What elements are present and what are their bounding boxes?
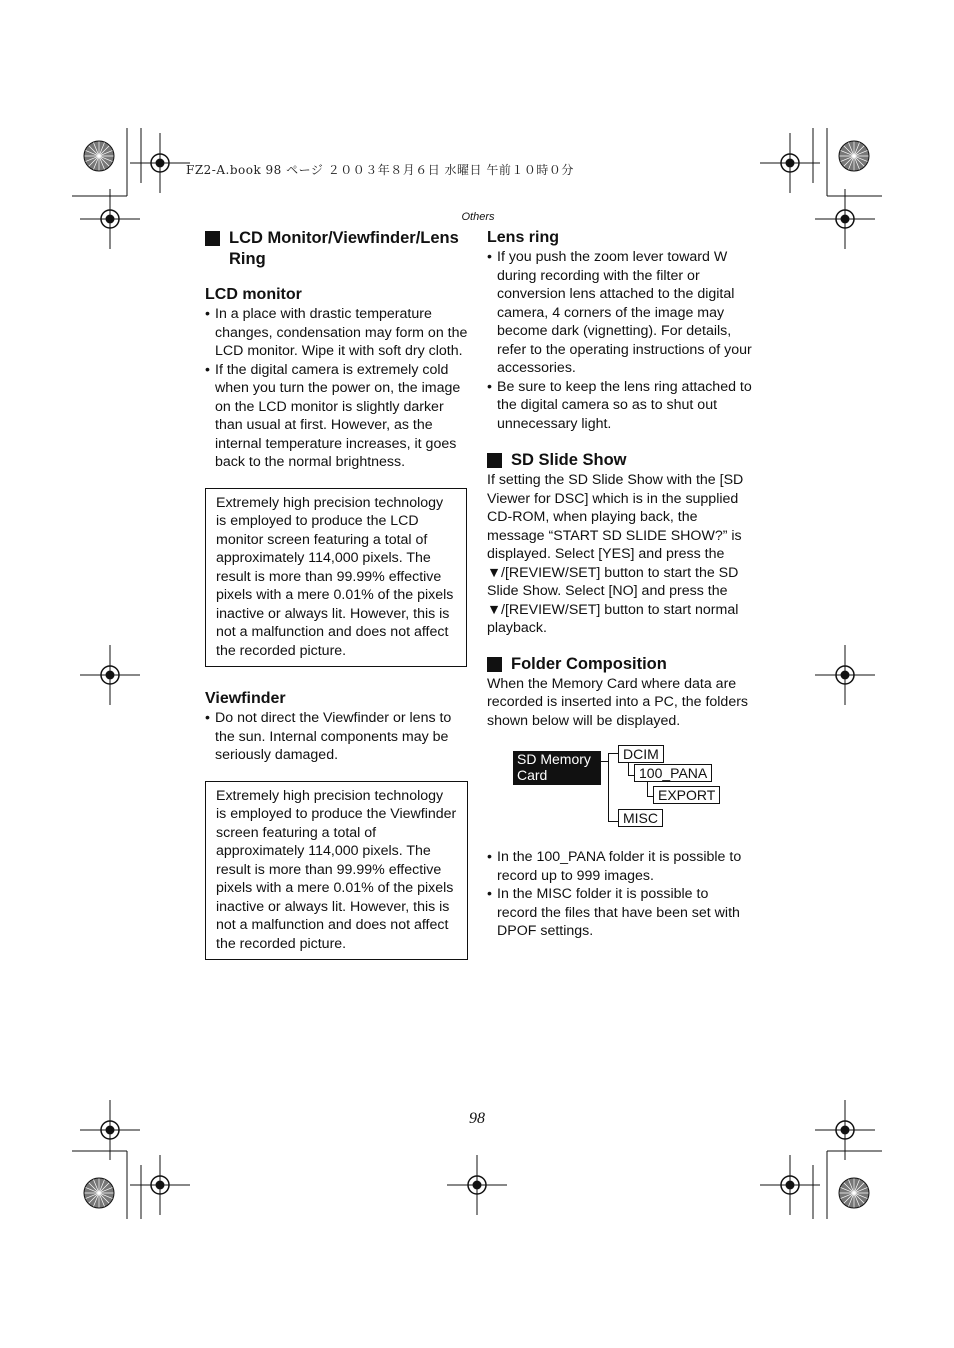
folder-composition-body: When the Memory Card where data are recorded is inserted into a PC, the folders shown below will be displayed. <box>487 675 749 729</box>
list-item: • If you push the zoom lever toward W during recording with the filter or conversion lens attached to the digital camera, 4 corners of the image may become dark (vignetting). For details, refer to the operating instructions of your accessories. <box>487 248 752 378</box>
viewfinder-pixel-note: Extremely high precision technology is employed to produce the Viewfinder screen featuring a total of approximately 114,000 pixels. The result is more than 99.99% effective pixels with a mere 0.01% of the pixels inactive or always lit. However, this is not a malfunction and does not affect the recorded picture. <box>205 781 468 961</box>
lens-ring-bullets <box>487 248 752 433</box>
sd-card-label-line1: SD Memory <box>517 751 591 767</box>
folder-misc: MISC <box>618 809 663 827</box>
tree-connector <box>608 753 618 754</box>
left-column <box>205 228 471 960</box>
section-title-lcd-viewfinder-lens <box>205 228 471 270</box>
page-number: 98 <box>469 1110 485 1127</box>
list-item: • In the MISC folder it is possible to record the files that have been set with DPOF settings. <box>487 885 752 941</box>
folder-export: EXPORT <box>653 786 720 804</box>
viewfinder-heading: Viewfinder <box>205 690 286 707</box>
section-title-text: Folder Composition <box>511 654 667 673</box>
section-square-icon <box>487 453 502 468</box>
list-item: • Be sure to keep the lens ring attached to the digital camera so as to shut out unnecessary light. <box>487 378 752 434</box>
list-item: • In the 100_PANA folder it is possible to record up to 999 images. <box>487 848 752 885</box>
sd-slide-show-title <box>487 450 752 471</box>
folder-tree-diagram <box>487 744 752 842</box>
lens-ring-heading: Lens ring <box>487 229 560 246</box>
list-item: • In a place with drastic temperature changes, condensation may form on the LCD monitor. Wipe it with soft dry cloth. <box>205 305 471 361</box>
tree-connector <box>608 753 609 822</box>
sd-card-label-line2: Card <box>517 767 548 783</box>
tree-connector <box>608 821 618 822</box>
tree-connector <box>647 782 648 797</box>
list-item: • If the digital camera is extremely cold when you turn the power on, the image on the LCD monitor is slightly darker than usual at first. However, as the internal temperature increases, it goes back to the normal brightness. <box>205 361 471 472</box>
sd-card-node <box>513 751 601 785</box>
section-square-icon <box>205 231 220 246</box>
right-column <box>487 228 752 941</box>
section-square-icon <box>487 657 502 672</box>
folder-100-pana: 100_PANA <box>634 764 712 782</box>
lcd-monitor-heading: LCD monitor <box>205 286 302 303</box>
section-title-text: LCD Monitor/Viewfinder/Lens Ring <box>229 229 459 268</box>
section-title-text: SD Slide Show <box>511 451 627 469</box>
running-head: Others <box>461 211 495 223</box>
lcd-pixel-note: Extremely high precision technology is employed to produce the LCD monitor screen featuring a total of approximately 114,000 pixels. The result is more than 99.99% effective pixels with a mere 0.01% of the pixels inactive or always lit. However, this is not a malfunction and does not affect the recorded picture. <box>205 488 467 668</box>
registration-targets <box>80 133 875 1215</box>
folder-composition-title <box>487 654 752 675</box>
sd-slide-show-body: If setting the SD Slide Show with the [SD Viewer for DSC] which is in the supplied CD-ROM, when playing back, the message “START SD SLIDE SHOW?” is displayed. Select [YES] and press the ▼/[REVIEW/SET] button to start the SD Slide Show. Select [NO] and press the ▼/[REVIEW/SET] button to start normal playback. <box>487 472 744 636</box>
viewfinder-bullets <box>205 709 471 765</box>
print-header: FZ2-A.book 98 ページ ２００３年８月６日 水曜日 午前１０時０分 <box>186 163 574 177</box>
list-item: • Do not direct the Viewfinder or lens to the sun. Internal components may be seriously damaged. <box>205 709 471 765</box>
folder-bullets <box>487 848 752 941</box>
crop-lines <box>72 128 882 1219</box>
folder-dcim: DCIM <box>618 745 664 763</box>
lcd-monitor-bullets <box>205 305 471 472</box>
